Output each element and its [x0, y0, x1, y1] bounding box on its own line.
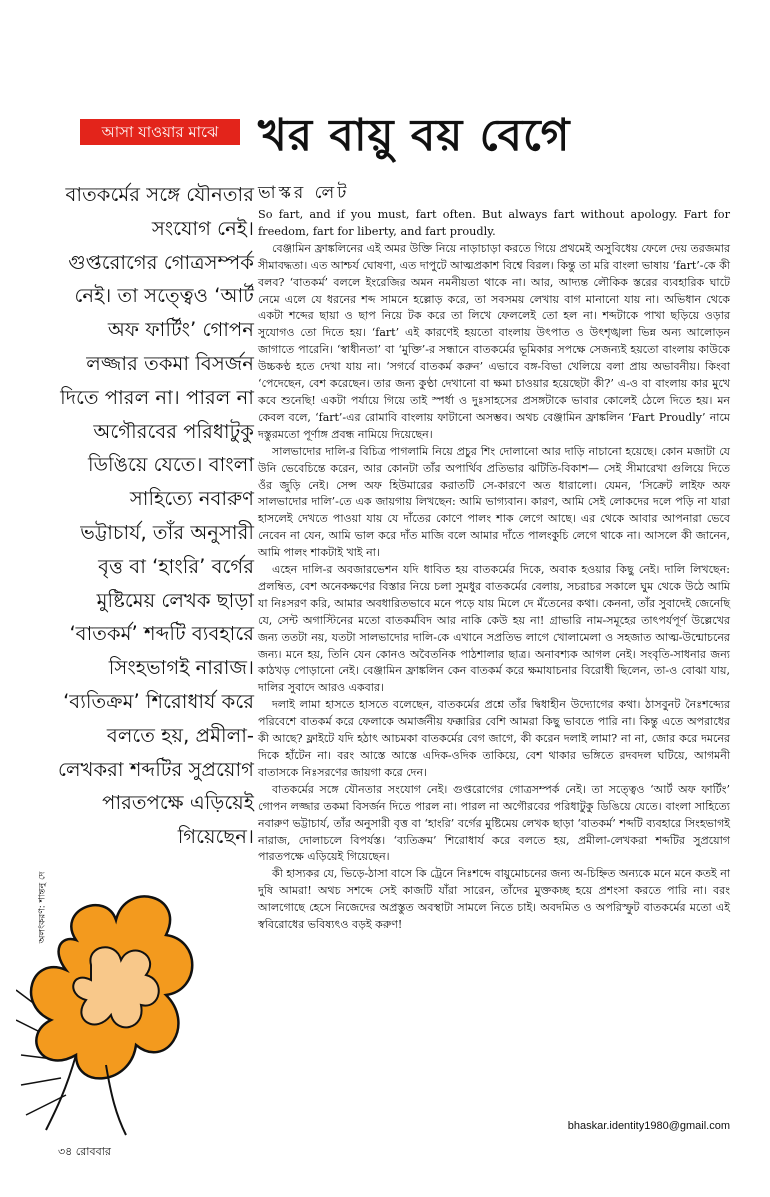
illustration-credit: অলংকরণ: শান্তনু দে [37, 871, 48, 944]
article-paragraph: দলাই লামা হাসতে হাসতে বলেছেন, বাতকর্মের প্রশ্নে তাঁর দ্বিধাহীন উদ্যোগের কথা। ঠাসবুনট নৈঃশব্দ্যের পরিবেশে বাতকর্ম করে ফেলাকে অমার্জনীয় ফক্কারির বেশি আমরা কিছু ভাবতে পারি না। কিন্তু এতে অপরাধের কী আছে? ফ্লাইটে যদি হঠাৎ আচমকা বাতকর্মের বেগ জাগে, কী করেন দলাই লামা? না না, জোর করে দমনের দিকে হাঁটেন না। বরং আস্তে আস্তে এদিক-ওদিক তাকিয়ে, বেশ থাকার ভঙ্গিতে রদবদল ঘটিয়ে, আগমনী বাতাসকে নিঃসরণের জায়গা করে দেন। [258, 698, 730, 779]
article-paragraph: কী হাস্যকর যে, ভিড়ে-ঠাসা বাসে কি ট্রেনে নিঃশব্দে বায়ুমোচনের জন্য অ-চিহ্নিত অন্যকে মনে মনে কতই না দুষি আমরা! অথচ সশব্দে সেই কাজটি যাঁরা সারেন, তাঁদের মুক্তকচ্ছ হয়ে প্রশংসা করতে পারি না। বরং আলগোছে হেসে নিজেদের অপ্রস্তুত অবস্থাটা সামলে নিতে চাই। অবদমিত ও অপরিস্ফুট বাতকর্মের মতো এই স্ববিরোধের ভবিষ্যৎও বড়ই করুণ! [258, 867, 730, 932]
article-paragraph: So fart, and if you must, fart often. But always fart without apology. Fart for freedom, fart for liberty, and fart proudly. [258, 208, 730, 238]
headline: খর বায়ু বয় বেগে [258, 110, 571, 161]
article-body [258, 207, 730, 934]
pull-quote: বাতকর্মের সঙ্গে যৌনতার সংযোগ নেই। গুপ্তরোগের গোত্রসম্পর্ক নেই। তা সত্ত্বেও ‘আর্ট অফ ফার্টিং’ গোপন লজ্জার তকমা বিসর্জন দিতে পারল না। পারল না অগৌরবের পরিধাটুকু ডিঙিয়ে যেতে। বাংলা সাহিত্যে নবারুণ ভট্টাচার্য, তাঁর অনুসারী বৃত্ত বা ‘হাংরি’ বর্গের মুষ্টিমেয় লেখক ছাড়া ‘বাতকর্ম’ শব্দটি ব্যবহারে সিংহভাগই নারাজ। ‘ব্যতিক্রম’ শিরোধার্য করে বলতে হয়, প্রমীলা-লেখকরা শব্দটির সুপ্রয়োগ পারতপক্ষে এড়িয়েই গিয়েছেন। [58, 183, 254, 849]
article-paragraph: সালভাদোর দালি-র বিচিত্র পাগলামি নিয়ে প্রচুর শিং দোলানো আর দাড়ি নাচানো হয়েছে। কোন মজাটা যে উনি ভেবেচিন্তে করেন, আর কোনটা তাঁর অপার্থিব প্রতিভার ঝটিতি-বিকাশ— সেই সীমারেখা গুলিয়ে দিতে ওঁর জুড়ি নেই। সেন্স অফ হিউমারের করাতটি সে-কারণে অত ধারালো। যেমন, ‘সিক্রেট লাইফ অফ সালভাদোর দালি’-তে এক জায়গায় লিখছেন: আমি ভাগ্যবান। কারণ, আমি সেই লোকদের দলে পড়ি না যারা হাসলেই দেখতে পাওয়া যায় যে দাঁতের কোণে পালং শাক লেগে আছে। এর থেকে আবার আপনারা ভেবে নেবেন না যেন, আমি ভাল করে দাঁত মাজি বলে আমার দাঁতে পালংকুচি লেগে থাকে না। আসলে কী জানেন, আমি পালং শাকটাই খাই না। [258, 444, 730, 560]
article-paragraph: বেঞ্জামিন ফ্রাঙ্কলিনের এই অমর উক্তি নিয়ে নাড়াচাড়া করতে গিয়ে প্রথমেই অসুবিধেয় ফেলে দেয় তরজমার সীমাবদ্ধতা। এত আশ্চর্য ঘোষণা, এত দাপুটে আত্মপ্রকাশ বিশ্বে বিরল। কিন্তু তা মরি বাংলা ভাষায় ‘fart’-কে কী বলব? ‘বাতকর্ম’ বললে ইংরেজির অমন নমনীয়তা থাকে না। আর, আদ্যন্ত লৌকিক স্তরের ব্যবহারিক ঘাটে নেমে এলে যে ধরনের শব্দ সামনে হল্লোড় করে, তা সবসময় লেখায় বাগ মানানো যায় না। অভিধান থেকে একটা শব্দের ছায়া ও ছাপ নিয়ে টক করে তা লিখে ফেললেই তো হল না। শব্দটাকে পাখা ছড়িয়ে ওড়ার সুযোগও তো দিতে হয়। ‘fart’ এই কারণেই হয়তো বাংলায় উৎপাত ও উৎশৃঙ্খলা ভিন্ন অন্য আলোড়ন জাগাতে পারেনি। ‘স্বাধীনতা’ বা ‘মুক্তি’-র সন্ধানে বাতকর্মের ভূমিকার সপক্ষে সেজন্যই হয়তো বাংলায় কাউকে উচ্চকণ্ঠ হতে দেখা যায় না। ‘সগর্বে বাতকর্ম করুন’ এভাবে বঙ্গ-বিভা খেলিয়ে বলা প্রায় অভাবনীয়। কিংবা ‘পেদেছেন, বেশ করেছেন। তার জন্য কুণ্ঠা দেখানো বা ক্ষমা চাওয়ার হয়েছেটা কী?’ এ-ও বা বাংলায় কার মুখে কবে শুনেছি! একটা পর্যায়ে গিয়ে তাই স্পর্ধা ও দুঃসাহসের প্রসঙ্গটাকে ভাবার কোলেই ঠেলে দিতে হয়। মন কেবল বলে, ‘fart’-এর রোমাবি বাংলায় ফাটানো অসম্ভব। অথচ বেঞ্জামিন ফ্রাঙ্কলিন ‘Fart Proudly’ নামে দস্তুরমতো পূর্ণাঙ্গ প্রবন্ধ নামিয়ে দিয়েছেন। [258, 241, 730, 441]
byline: ভাস্কর লেট [258, 183, 350, 203]
section-tag: আসা যাওয়ার মাঝে [80, 119, 240, 145]
article-paragraph: এহেন দালি-র অবজারভেশন যদি ধাবিত হয় বাতকর্মের দিকে, অবাক হওয়ার কিছু নেই। দালি লিখছেন: প্রলম্বিত, বেশ অনেকক্ষণের বিস্তার নিয়ে চলা সুমধুর বাতকর্মের বেলায়, সচরাচর সকালে ঘুম থেকে উঠে আমি যা নিঃসরণ করি, আমার অবধারিতভাবে মনে পড়ে যায় মিলে দে মঁতেনের কথা। কেননা, তাঁর সুবাদেই জেনেছি যে, সেন্ট অগাস্টিনের মতো বাতকর্মবিদ আর নাকি কেউ হয় না! গ্রাভারি নাম-সমূহের তাৎপর্যপূর্ণ উল্লেখের জন্য ততটা নয়, যতটা সালভাদোর দালি-কে এখানে সপ্রতিভ লাগে খোলামেলা ও সহজাত আত্ম-উন্মোচনের জন্য। মনে হয়, তিনি যেন কোনও অবৈতনিক পাঠশালার ছাত্র। অনাবশ্যক আগল নেই। সংবৃতি-সাধনার জন্য কাঠখড় পোড়ানো নেই। বেঞ্জামিন ফ্রাঙ্কলিন কেন বাতকর্ম করে ক্ষমাযাচনার বিরোধী ছিলেন, তা-ও বোঝা যায়, দালির সুবাদে আরও একবার। [258, 563, 730, 695]
article-paragraph: বাতকর্মের সঙ্গে যৌনতার সংযোগ নেই। গুপ্তরোগের গোত্রসম্পর্ক নেই। তা সত্ত্বেও ‘আর্ট অফ ফার্টিং’ গোপন লজ্জার তকমা বিসর্জন দিতে পারল না। পারল না অগৌরবের পরিধাটুকু ডিঙিয়ে যেতে। বাংলা সাহিত্যে নবারুণ ভট্টাচার্য, তাঁর অনুসারী বৃত্ত বা ‘হাংরি’ বর্গের মুষ্টিমেয় লেখক ছাড়া ‘বাতকর্ম’ শব্দটি ব্যবহারে সিংহভাগই নারাজ, দোলাচলে বিপর্যস্ত। ‘ব্যতিক্রম’ শিরোধার্য করে বলতে হয়, প্রমীলা-লেখকরা শব্দটির সুপ্রয়োগ পারতপক্ষে এড়িয়েই গিয়েছেন। [258, 782, 730, 864]
author-email: bhaskar.identity1980@gmail.com [567, 1120, 730, 1132]
page-folio: ৩৪ রোববার [58, 1145, 111, 1158]
